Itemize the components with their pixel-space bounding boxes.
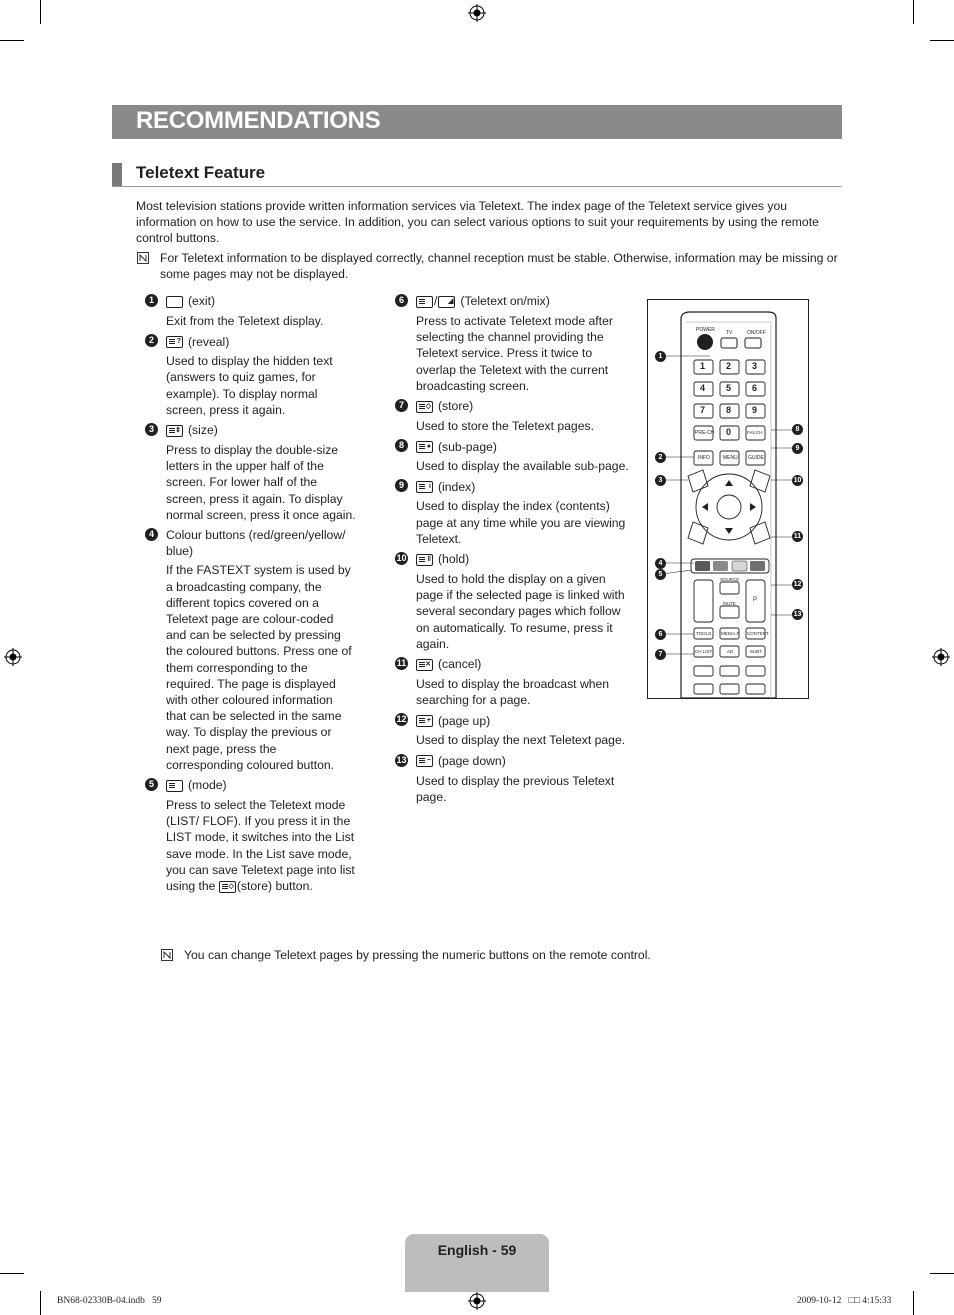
callout-badge: 3 [655, 475, 666, 486]
item-number: 3 [145, 423, 158, 436]
item-number: 2 [145, 334, 158, 347]
remote-num-5: 5 [726, 383, 732, 393]
cancel-button-icon: ✕ [416, 659, 433, 671]
remote-label-p: P [753, 597, 758, 603]
item-label: (sub-page) [438, 439, 497, 454]
mode-button-icon [166, 780, 183, 792]
callout-badge: 10 [793, 477, 802, 484]
list-item [148, 422, 356, 523]
items-left-column [148, 293, 356, 898]
callout-badge: 4 [655, 558, 666, 569]
remote-label-prech: PRE-CH [695, 430, 715, 436]
note-text: For Teletext information to be displayed correctly, channel reception must be stable. Otherwise, information may be missing or some pages may not be displayed. [160, 251, 838, 282]
item-description: Used to display the next Teletext page. [416, 733, 626, 748]
item-number: 5 [145, 778, 158, 791]
item-description: Used to display the available sub-page. [416, 459, 629, 474]
item-description: Press to activate Teletext mode after selecting the channel providing the Teletext service. Press it twice to overlap the Teletext with the current broadcasting screen. [416, 314, 613, 393]
crop-mark [930, 40, 954, 41]
remote-control-icon [648, 300, 808, 698]
list-item [396, 656, 634, 708]
callout-badge: 2 [655, 452, 666, 463]
item-number: 4 [145, 528, 158, 541]
list-item [398, 398, 634, 434]
crop-mark [930, 1273, 954, 1274]
item-description: Used to hold the display on a given page if the selected page is linked with several secondary pages which follow on automatically. To resume, press it again. [416, 572, 625, 651]
list-item [148, 527, 356, 773]
note-icon [161, 949, 173, 961]
callout-badge: 1 [655, 351, 666, 362]
item-number: 10 [396, 553, 407, 564]
remote-num-6: 6 [752, 383, 758, 393]
remote-label-mediap: MEDIA.P [721, 631, 740, 636]
page-up-button-icon: + [416, 715, 433, 727]
callout-badge: 13 [793, 611, 802, 618]
item-number: 1 [145, 294, 158, 307]
item-label: (Teletext on/mix) [460, 294, 550, 309]
list-item [396, 712, 634, 748]
item-description: Used to display the hidden text (answers to quiz games, for example). To display normal screen, press it again. [166, 354, 333, 417]
note-text: You can change Teletext pages by pressing the numeric buttons on the remote control. [184, 948, 651, 962]
item-label: (store) [438, 399, 474, 414]
print-slug-right: 2009-10-12 □□ 4:15:33 [797, 1296, 892, 1306]
item-number: 13 [396, 754, 407, 765]
store-button-icon: ◇ [219, 881, 236, 893]
section-title: Teletext Feature [136, 163, 266, 182]
note-icon [137, 252, 149, 264]
remote-label-menu: MENU [723, 455, 738, 461]
callout-badge: 11 [793, 533, 802, 540]
sub-page-button-icon: ● [416, 441, 433, 453]
print-slug-left: BN68-02330B-04.indb 59 [57, 1296, 162, 1306]
items-right-column [396, 293, 634, 809]
callout-badge: 12 [793, 581, 802, 588]
list-item [148, 333, 356, 418]
item-description: Used to display the previous Teletext page. [416, 773, 615, 804]
store-button-icon: ◇ [416, 401, 433, 413]
callout-badge: 7 [655, 649, 666, 660]
item-description: Used to display the broadcast when searching for a page. [416, 677, 610, 708]
size-button-icon: ⇕ [166, 425, 183, 437]
item-label: (exit) [188, 294, 216, 309]
remote-label-ad: AD [727, 649, 734, 654]
remote-label-favch: FAV.CH [747, 430, 763, 435]
teletext-on-button-icon [416, 296, 433, 308]
item-label: (reveal) [188, 334, 230, 349]
list-item [396, 551, 634, 652]
list-item [148, 293, 356, 329]
crop-mark [0, 1273, 24, 1274]
item-label: (mode) [188, 778, 227, 793]
remote-num-4: 4 [700, 383, 706, 393]
item-label: (page up) [438, 713, 491, 728]
item-number: 9 [395, 479, 408, 492]
reveal-button-icon: ? [166, 336, 183, 348]
remote-num-8: 8 [726, 405, 732, 415]
item-number: 12 [396, 714, 407, 725]
item-description: If the FASTEXT system is used by a broadcasting company, the different topics covered on a Teletext page are colour-coded and can be selected by pressing the coloured buttons. Press one of them corresponding to the required. The page is displayed with other coloured information that can be selected in the same way. To display the previous or next page, press the corresponding coloured button. [166, 563, 352, 772]
crop-mark [40, 1291, 41, 1315]
index-button-icon: i [416, 481, 433, 493]
list-item [396, 753, 634, 805]
item-number: 8 [395, 439, 408, 452]
exit-button-icon [166, 296, 183, 308]
list-item [148, 777, 356, 894]
remote-label-content: CONTENT [747, 631, 769, 636]
remote-label-tools: TOOLS [696, 631, 712, 636]
remote-label-mute: MUTE [723, 601, 736, 606]
item-description: Used to store the Teletext pages. [416, 419, 594, 434]
callout-badge: 8 [792, 424, 803, 435]
page-title: RECOMMENDATIONS [136, 107, 381, 134]
item-label: (page down) [438, 754, 506, 769]
item-description: Used to display the index (contents) page at any time while you are viewing Teletext. [416, 499, 626, 546]
crop-mark [40, 0, 41, 24]
item-description [166, 797, 356, 894]
remote-label-info: INFO [698, 455, 710, 461]
teletext-mix-button-icon: ◢ [438, 296, 455, 308]
item-label: (cancel) [438, 657, 482, 672]
remote-num-7: 7 [700, 405, 706, 415]
registration-mark-icon [932, 648, 950, 666]
item-number: 7 [395, 399, 408, 412]
intro-paragraph: Most television stations provide written information services via Teletext. The index page of the Teletext service gives you information on how to use the service. In addition, you can select various options to suit your requirements by using the remote control buttons. [136, 199, 819, 246]
item-number: 11 [396, 658, 407, 669]
registration-mark-icon [468, 4, 486, 22]
remote-label-subt: SUBT. [750, 649, 763, 654]
section-marker [112, 163, 122, 186]
remote-label-source: SOURCE [720, 577, 740, 582]
page-number: English - 59 [437, 1242, 517, 1258]
section-divider [112, 186, 842, 187]
crop-mark [913, 0, 914, 24]
list-item [398, 478, 634, 547]
remote-num-0: 0 [726, 427, 732, 437]
item-number: 6 [395, 294, 408, 307]
remote-label-power: POWER [696, 327, 715, 333]
hold-button-icon: ‖ [416, 554, 433, 566]
item-label: (size) [188, 423, 218, 438]
list-item [398, 438, 634, 474]
item-label: Colour buttons (red/green/yellow/ blue) [166, 528, 346, 559]
item-label: (hold) [438, 552, 470, 567]
list-item: 6 / ◢ (Teletext on/mix) Press to activate Teletext mode after selecting the channel providing the Teletext service. Press it twice to overlap the Teletext with the current broadcasting screen. [416, 293, 634, 394]
remote-label-chlist: CH LIST [695, 649, 713, 654]
crop-mark [0, 40, 24, 41]
remote-illustration [647, 299, 809, 699]
crop-mark [913, 1291, 914, 1315]
remote-num-3: 3 [752, 361, 758, 371]
remote-num-1: 1 [700, 361, 706, 371]
item-description-part: Press to select the Teletext mode (LIST/ FLOF). If you press it in the LIST mode, it switches into the List save mode. In the List save mode, you can save Teletext page into list using the [166, 798, 355, 894]
remote-label-tv: TV [726, 330, 733, 336]
callout-badge: 5 [655, 569, 666, 580]
callout-badge: 6 [655, 629, 666, 640]
item-label: (index) [438, 479, 476, 494]
remote-label-guide: GUIDE [748, 455, 764, 461]
remote-num-2: 2 [726, 361, 732, 371]
item-description: Exit from the Teletext display. [166, 314, 324, 328]
callout-badge: 9 [792, 443, 803, 454]
registration-mark-icon [468, 1292, 486, 1310]
item-description: Press to display the double-size letters in the upper half of the screen. For lower half of the screen, press it again. To display normal screen, press it once again. [166, 443, 356, 522]
remote-num-9: 9 [752, 405, 758, 415]
remote-label-onoff: ON/OFF [747, 330, 766, 336]
page-down-button-icon: − [416, 755, 433, 767]
registration-mark-icon [4, 648, 22, 666]
item-description-part: (store) button. [236, 879, 313, 894]
